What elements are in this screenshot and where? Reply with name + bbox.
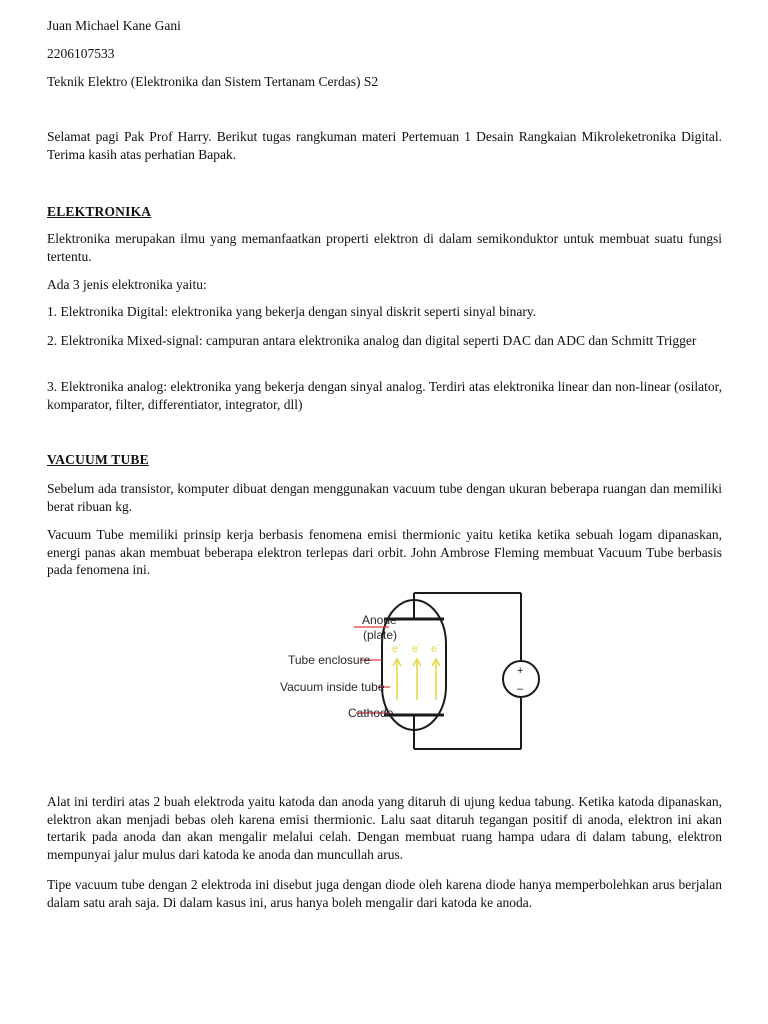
vacuum-paragraph-4: Tipe vacuum tube dengan 2 elektroda ini disebut juga dengan diode oleh karena diode hanya memperbolehkan arus berjalan dalam satu arah saja. Di dalam kasus ini, arus hanya boleh mengalir dari katoda ke anoda. xyxy=(47,877,722,910)
author-name: Juan Michael Kane Gani xyxy=(47,18,181,33)
voltage-plus-label: + xyxy=(517,665,524,677)
vacuum-tube-svg xyxy=(232,588,542,756)
vacuum-paragraph-2: Vacuum Tube memiliki prinsip kerja berbasis fenomena emisi thermionic yaitu ketika ketika sebuah logam dipanaskan, energi panas akan membuat beberapa elektron terlepas dari orbit. John Ambrose Fleming membuat Vacuum Tube berbasis pada fenomena ini. xyxy=(47,527,722,577)
electron-label-2: e- xyxy=(412,642,421,655)
electron-label-3: e- xyxy=(431,642,440,655)
elektronika-list-item-2: 2. Elektronika Mixed-signal: campuran antara elektronika analog dan digital seperti DAC dan ADC dan Schmitt Trigger xyxy=(47,333,697,348)
student-id: 2206107533 xyxy=(47,46,115,61)
label-anode: Anode xyxy=(362,613,397,627)
vacuum-paragraph-1: Sebelum ada transistor, komputer dibuat dengan menggunakan vacuum tube dengan ukuran beberapa ruangan dan memiliki berat ribuan kg. xyxy=(47,481,722,514)
intro-paragraph: Selamat pagi Pak Prof Harry. Berikut tugas rangkuman materi Pertemuan 1 Desain Rangkaian Mikroleketronika Digital. Terima kasih atas perhatian Bapak. xyxy=(47,129,722,162)
heading-elektronika: ELEKTRONIKA xyxy=(47,204,152,219)
label-vacuum-inside: Vacuum inside tube xyxy=(280,680,385,694)
program-name: Teknik Elektro (Elektronika dan Sistem Tertanam Cerdas) S2 xyxy=(47,74,379,89)
electron-arrows xyxy=(393,659,440,700)
vacuum-paragraph-3: Alat ini terdiri atas 2 buah elektroda yaitu katoda dan anoda yang ditaruh di ujung kedua tabung. Ketika katoda dipanaskan, elektron akan menjadi bebas oleh karena emisi thermionic. Lalu saat ditaruh tegangan positif di anoda, elektron ini akan tertarik pada anoda dan akan mengalir melalui celah. Dengan membuat ruang hampa udara di dalam tabung, elektron mempunyai jalur mulus dari katoda ke anoda dan muncullah arus. xyxy=(47,794,722,862)
elektronika-paragraph-1: Elektronika merupakan ilmu yang memanfaatkan properti elektron di dalam semikonduktor untuk membuat suatu fungsi tertentu. xyxy=(47,231,722,264)
heading-vacuum-tube: VACUUM TUBE xyxy=(47,452,149,467)
vacuum-tube-diagram xyxy=(232,588,542,756)
voltage-minus-label: – xyxy=(517,683,524,695)
label-plate: (plate) xyxy=(363,628,398,642)
electron-label-1: e- xyxy=(392,642,401,655)
elektronika-list-item-3: 3. Elektronika analog: elektronika yang bekerja dengan sinyal analog. Terdiri atas elektronika linear dan non-linear (osilator, komparator, filter, differentiator, integrator, dll) xyxy=(47,379,722,412)
label-cathode: Cathode xyxy=(348,706,394,720)
label-tube-enclosure: Tube enclosure xyxy=(288,653,371,667)
elektronika-list-item-1: 1. Elektronika Digital: elektronika yang bekerja dengan sinyal diskrit seperti sinyal binary. xyxy=(47,304,537,319)
elektronika-paragraph-2: Ada 3 jenis elektronika yaitu: xyxy=(47,277,207,292)
